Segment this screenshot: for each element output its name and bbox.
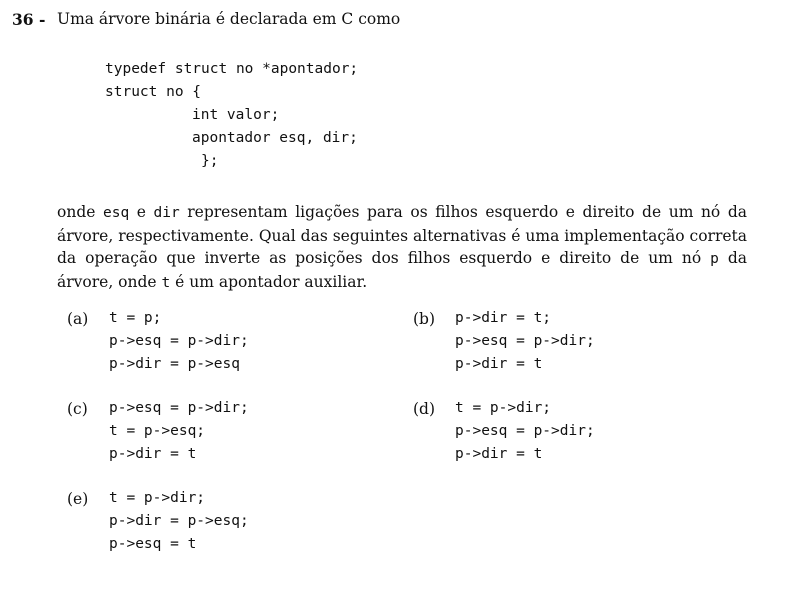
code-line: }; [201, 153, 219, 169]
option-code-line: p->dir = t; [455, 310, 552, 326]
option-code-line: p->esq = t [109, 536, 197, 552]
option-code-line: p->esq = p->dir; [455, 333, 595, 349]
code-line: typedef struct no *apontador; [105, 61, 359, 77]
inline-code-esq: esq [102, 205, 130, 221]
option-label: (c) [67, 400, 88, 418]
body-text: e [129, 203, 154, 221]
code-line: int valor; [192, 107, 280, 123]
body-text: da árvore, onde [57, 249, 747, 291]
body-text: representam ligações para os filhos esquerdo e direito de um nó da árvore, respectivamente. Qual das seguintes alternativas é uma implementação correta da operação que inverte as posições dos filhos esquerdo e direito de um nó [57, 203, 747, 267]
body-text: onde [57, 203, 103, 221]
question-intro: Uma árvore binária é declarada em C como [57, 10, 401, 28]
inline-code-dir: dir [153, 205, 180, 221]
question-body [57, 201, 747, 294]
option-label: (e) [67, 490, 89, 508]
code-line: apontador esq, dir; [192, 130, 358, 146]
option-code-line: t = p; [109, 310, 162, 326]
option-label: (b) [413, 310, 436, 328]
option-code-line: p->esq = p->dir; [109, 400, 249, 416]
question-number: 36 - [12, 10, 46, 29]
option-code-line: p->dir = t [109, 446, 197, 462]
option-label: (a) [67, 310, 89, 328]
body-text: é um apontador auxiliar. [170, 272, 368, 291]
inline-code-t: t [161, 274, 171, 291]
code-line: struct no { [105, 84, 202, 100]
inline-code-p: p [710, 251, 719, 267]
option-code-line: p->dir = t [455, 356, 543, 372]
option-code-line: t = p->dir; [455, 400, 552, 416]
option-code-line: t = p->esq; [109, 423, 206, 439]
option-code-line: t = p->dir; [109, 490, 206, 506]
option-code-line: p->esq = p->dir; [109, 333, 249, 349]
option-code-line: p->dir = p->esq; [109, 513, 249, 529]
option-code-line: p->esq = p->dir; [455, 423, 595, 439]
option-label: (d) [413, 400, 436, 418]
option-code-line: p->dir = p->esq [109, 356, 240, 372]
option-code-line: p->dir = t [455, 446, 543, 462]
